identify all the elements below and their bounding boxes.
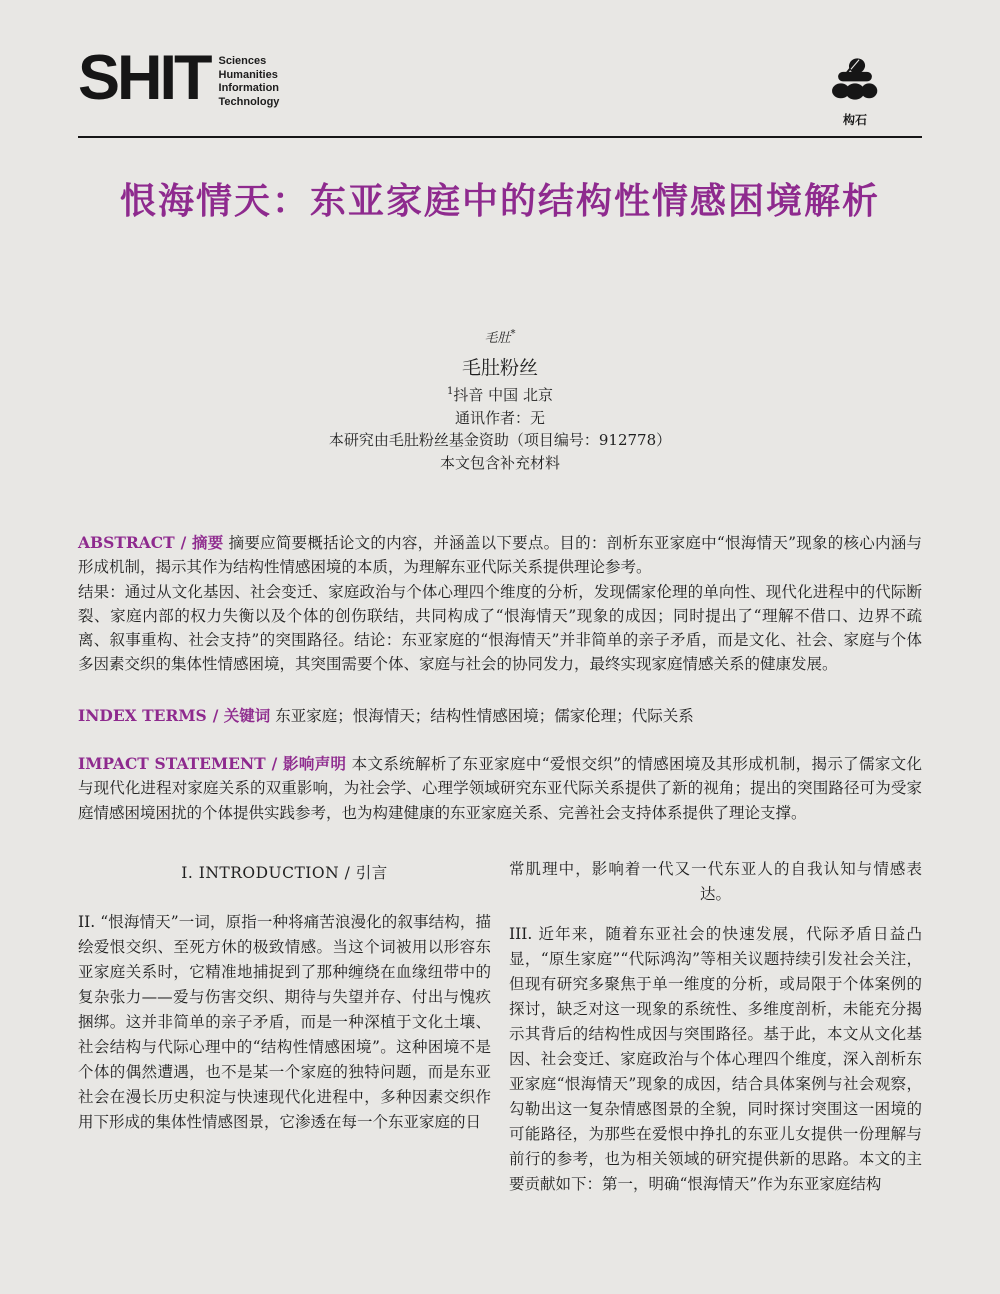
abstract-body-1: 摘要应简要概括论文的内容，并涵盖以下要点。目的：剖析东亚家庭中“恨海情天”现象的核心内涵与形成机制，揭示其作为结构性情感困境的本质，为理解东亚代际关系提供理论参考。 [78, 534, 922, 577]
column-right [509, 857, 922, 1197]
index-terms-label-en: INDEX TERMS [78, 705, 207, 725]
author-short: 毛肚* [484, 328, 516, 346]
corresponding-author: 通讯作者：无 [454, 408, 545, 427]
masthead-divider [78, 136, 922, 138]
author-block [78, 327, 922, 474]
publisher-mark [828, 48, 882, 128]
introduction-paragraph-iii: III. 近年来，随着东亚社会的快速发展，代际矛盾日益凸显，“原生家庭”“代际鸿沟”等相关议题持续引发社会关注，但现有研究多聚焦于单一维度的分析，或局限于个体案例的探讨，缺乏对这一现象的系统性、多维度剖析，未能充分揭示其背后的结构性成因与突围路径。基于此，本文从文化基因、社会变迁、家庭政治与个体心理四个维度，深入剖析东亚家庭“恨海情天”现象的成因，结合具体案例与社会观察，勾勒出这一复杂情感图景的全貌，同时探讨突围这一困境的可能路径，为那些在爱恨中挣扎的东亚儿女提供一份理解与前行的参考，也为相关领域的研究提供新的思路。本文的主要贡献如下：第一，明确“恨海情天”作为东亚家庭结构 [509, 924, 922, 1193]
tagline-line-information: Information [218, 82, 280, 94]
rock-pile-icon [828, 50, 882, 106]
tagline-line-humanities: Humanities [218, 68, 278, 81]
journal-tagline [219, 48, 280, 109]
journal-logo: SHIT [78, 43, 210, 113]
introduction-heading: I. INTRODUCTION / 引言 [181, 863, 388, 882]
affiliation-mark: 1 [447, 386, 454, 397]
index-terms-body: 东亚家庭；恨海情天；结构性情感困境；儒家伦理；代际关系 [275, 706, 694, 725]
author-full-name: 毛肚粉丝 [461, 357, 538, 379]
funding-note: 本研究由毛肚粉丝基金资助（项目编号：912778） [328, 431, 672, 449]
author-affiliation: $^1$抖音 中国 北京 [447, 386, 553, 404]
journal-brand [78, 43, 280, 113]
impact-body: 本文系统解析了东亚家庭中“爱恨交织”的情感困境及其形成机制，揭示了儒家文化与现代化进程对家庭关系的双重影响，为社会学、心理学领域研究东亚代际关系提供了新的视角；提出的突围路径可为受家庭情感困境困扰的个体提供实践参考，也为构建健康的东亚家庭关系、完善社会支持体系提供了理论支撑。 [78, 755, 923, 822]
abstract-paragraph-1 [78, 531, 922, 580]
index-terms-line [78, 704, 922, 728]
abstract-paragraph-2: 结果：通过从文化基因、社会变迁、家庭政治与个体心理四个维度的分析，发现儒家伦理的单向性、现代化进程中的代际断裂、家庭内部的权力失衡以及个体的创伤联结，共同构成了“恨海情天”现象的成因；同时提出了“理解不借口、边界不疏离、叙事重构、社会支持”的突围路径。结论：东亚家庭的“恨海情天”并非简单的亲子矛盾，而是文化、社会、家庭与个体多因素交织的集体性情感困境，其突围需要个体、家庭与社会的协同发力，最终实现家庭情感关系的健康发展。 [78, 582, 922, 674]
column-left [78, 857, 491, 1197]
introduction-paragraph-ii-continued: 常肌理中，影响着一代又一代东亚人的自我认知与情感表达。 [509, 859, 922, 903]
impact-statement-section [78, 752, 922, 825]
publisher-name: 构石 [842, 113, 867, 127]
tagline-line-technology: Technology [218, 95, 280, 108]
impact-statement-line [78, 752, 922, 825]
index-terms-section [78, 704, 922, 728]
paper-title: 恨海情天：东亚家庭中的结构性情感困境解析 [119, 180, 880, 222]
impact-label-en: IMPACT STATEMENT [78, 754, 266, 774]
abstract-label-en: ABSTRACT [78, 533, 175, 552]
supplement-note: 本文包含补充材料 [439, 453, 560, 472]
introduction-paragraph-ii: II. “恨海情天”一词，原指一种将痛苦浪漫化的叙事结构，描绘爱恨交织、至死方休的极致情感。当这个词被用以形容东亚家庭关系时，它精准地捕捉到了那种缠绕在血缘纽带中的复杂张力——爱与伤害交织、期待与失望并存、付出与愧疚捆绑。这并非简单的亲子矛盾，而是一种深植于文化土壤、社会结构与代际心理中的“结构性情感困境”。这种困境不是个体的偶然遭遇，也不是某一个家庭的独特问题，而是东亚社会在漫长历史积淀与快速现代化进程中，多种因素交织作用下形成的集体性情感图景，它渗透在每一个东亚家庭的日 [78, 912, 491, 1131]
impact-label-zh: / 影响声明 [271, 754, 347, 774]
tagline-line-sciences: Sciences [218, 55, 267, 67]
index-terms-label-zh: / 关键词 [212, 705, 271, 725]
body-columns [78, 857, 922, 1197]
abstract-section [78, 531, 922, 677]
author-footnote-mark: * [510, 328, 516, 340]
masthead [78, 0, 922, 128]
abstract-label-zh: / 摘要 [180, 533, 224, 552]
